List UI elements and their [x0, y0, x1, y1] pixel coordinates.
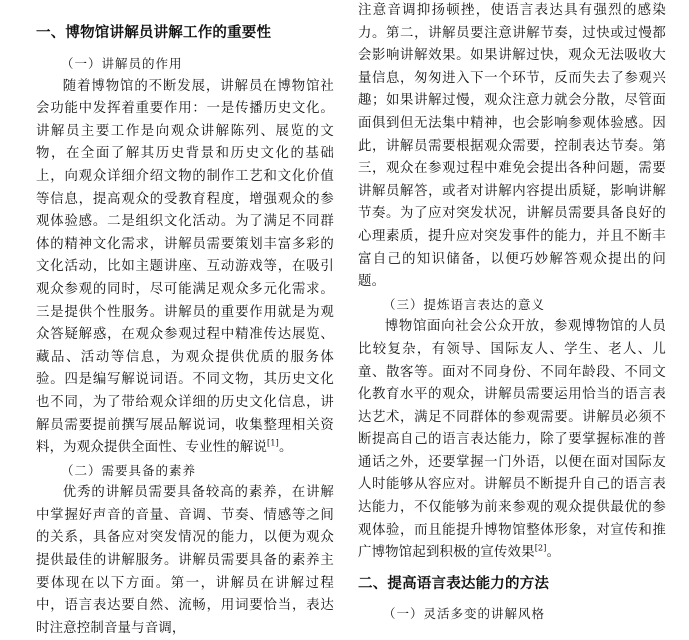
paragraph-qualities: 优秀的讲解员需要具备较高的素养，在讲解中掌握好声音的音量、音调、节奏、情感等之间的关系，具备应对突发情况的能力，以便为观众提供最佳的讲解服务。讲解员需要具备的素养主要体现在以下方面。第一，讲解员在讲解过程中，语言表达要自然、流畅，用词要恰当，表达时注意控制音量与音调， — [36, 485, 334, 636]
subsection-title-flexible-style: （一）灵活多变的讲解风格 — [383, 606, 546, 622]
paragraph-role — [36, 76, 334, 460]
left-column — [36, 0, 334, 640]
paragraph-role-end: 。 — [278, 440, 293, 456]
right-column — [358, 0, 666, 626]
paragraph-significance-text: 博物馆面向社会公众开放，参观博物馆的人员比较复杂，有领导、国际友人、学生、老人、儿童、散客等。面对不同身份、不同年龄段、不同文化教育水平的观众，讲解员需要运用恰当的语言表达艺术，满足不同群体的参观需要。讲解员必须不断提高自己的语言表达能力，除了要掌握标准的普通话之外，还要掌握一门外语，以便在面对国际友人时能够从容应对。讲解员不断提升自己的语言表达能力，不仅能够为前来参观的观众提供最优的参观体验，而且能提升博物馆整体形象，对宣传和推广博物馆起到积极的宣传效果 — [358, 319, 666, 561]
paragraph-role-text: 随着博物馆的不断发展，讲解员在博物馆社会功能中发挥着重要作用：一是传播历史文化。讲解员主要工作是向观众讲解陈列、展览的文物，在全面了解其历史背景和历史文化的基础上，向观众详细介绍文物的制作工艺和文化价值等信息，提高观众的受教育程度，增强观众的参观体验感。二是组织文化活动。为了满足不同群体的精神文化需求，讲解员需要策划丰富多彩的文化活动，比如主题讲座、互动游戏等，在吸引观众参观的同时，尽可能满足观众多元化需求。三是提供个性服务。讲解员的重要作用就是为观众答疑解惑，在观众参观过程中精准传达展览、藏品、活动等信息，为观众提供优质的服务体验。四是编写解说词语。不同文物，其历史文化也不同，为了带给观众详细的历史文化信息，讲解员需要提前撰写展品解说词，收集整理相关资料，为观众提供全面性、专业性的解说 — [36, 78, 334, 456]
subsection-title-qualities: （二）需要具备的素养 — [61, 462, 197, 478]
citation-ref-1: [1] — [267, 438, 279, 448]
paragraph-qualities-continued: 注意音调抑扬顿挫，使语言表达具有强烈的感染力。第二，讲解员要注意讲解节奏，过快或过慢都会影响讲解效果。如果讲解过快，观众无法吸收大量信息，匆匆进入下一个环节，反而失去了参观兴趣；如果讲解过慢，观众注意力就会分散，尽管面面俱到但无法集中精神，也会影响参观体验感。因此，讲解员需要根据观众需要，控制表达节奏。第三，观众在参观过程中难免会提出各种问题，需要讲解员解答，或者对讲解内容提出质疑，影响讲解节奏。为了应对突发状况，讲解员需要具备良好的心理素质，提升应对突发事件的能力，并且不断丰富自己的知识储备，以便巧妙解答观众提出的问题。 — [358, 3, 666, 290]
subsection-title-role: （一）讲解员的作用 — [61, 56, 183, 71]
section-title-importance: 一、博物馆讲解员讲解工作的重要性 — [36, 25, 272, 41]
citation-ref-2: [2] — [534, 543, 547, 553]
paragraph-significance-end: 。 — [546, 545, 561, 561]
subsection-title-significance: （三）提炼语言表达的意义 — [383, 296, 546, 312]
section-title-methods: 二、提高语言表达能力的方法 — [358, 575, 550, 592]
paragraph-significance — [358, 316, 666, 565]
